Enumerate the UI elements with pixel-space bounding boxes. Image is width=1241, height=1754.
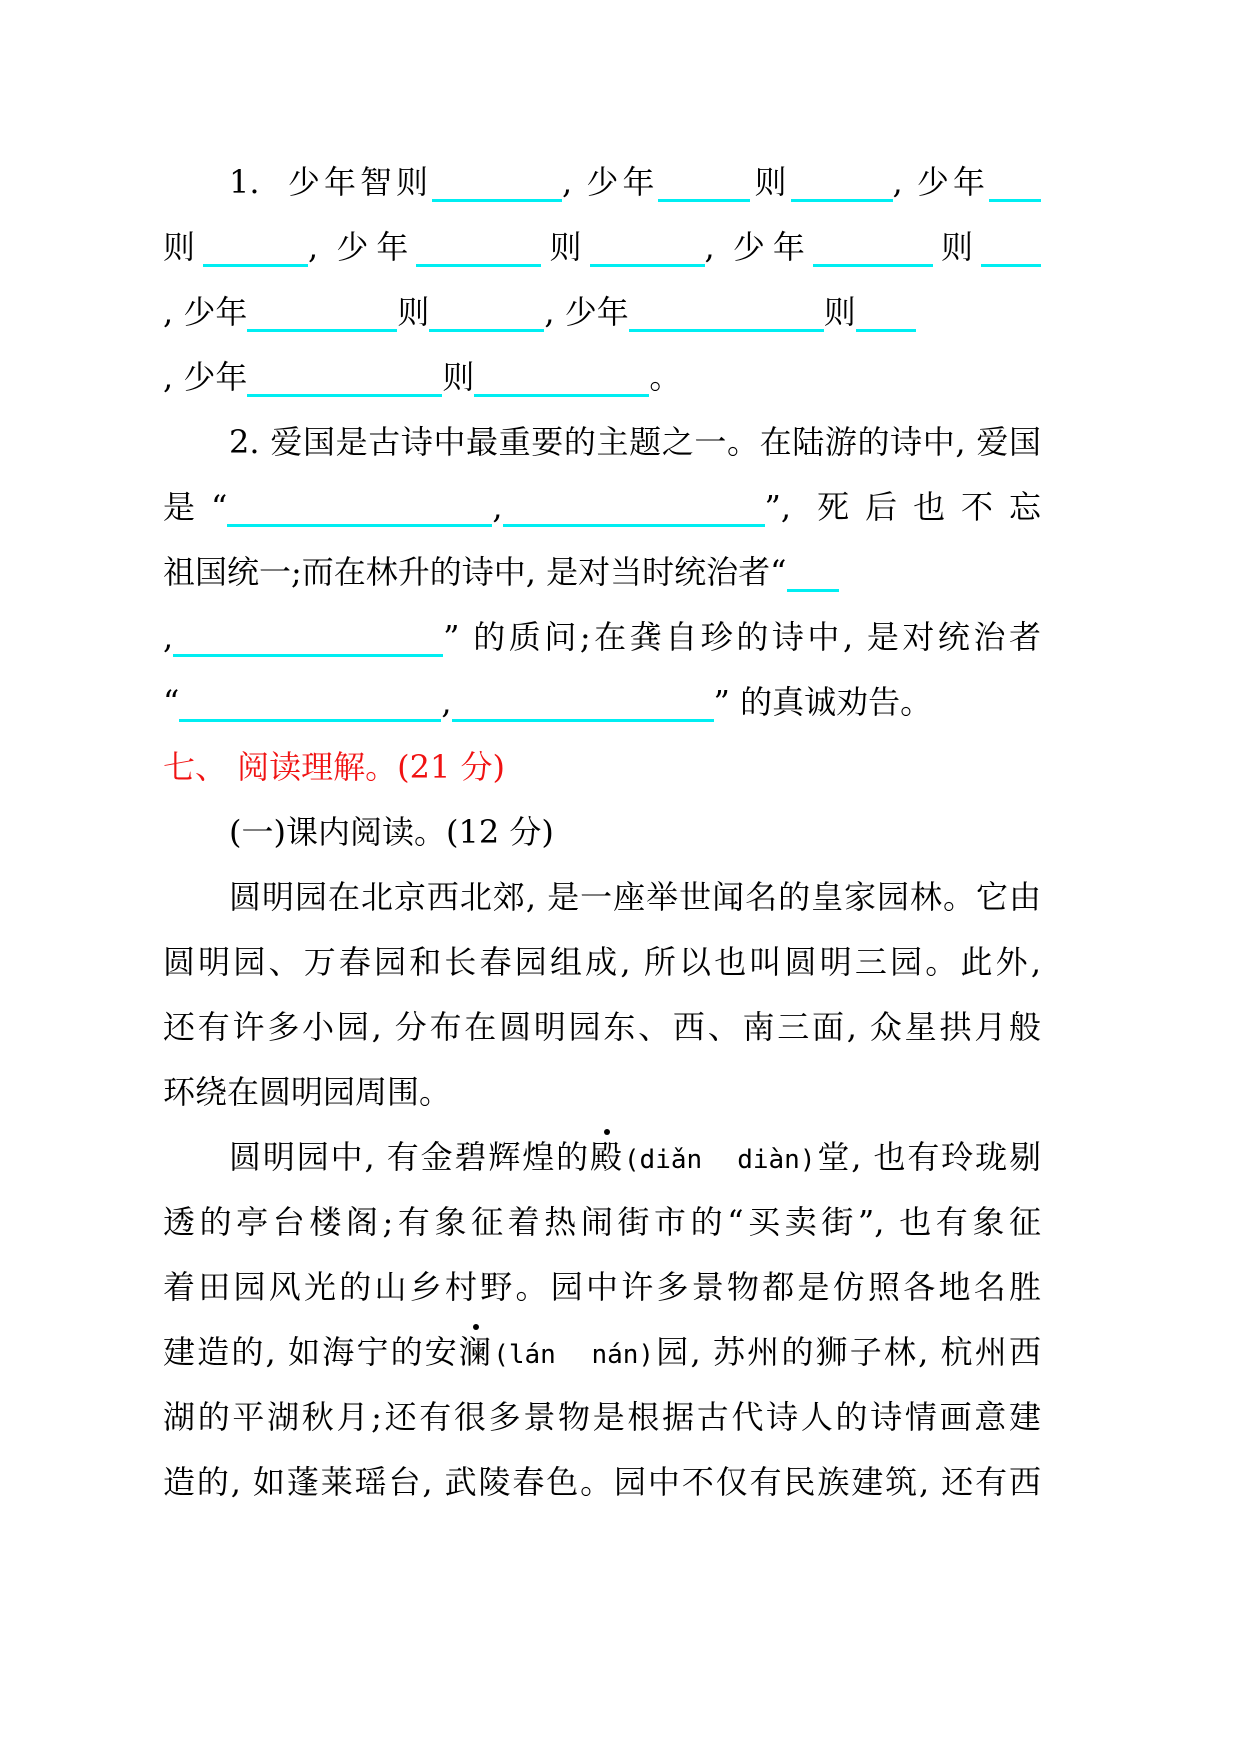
passage-p2-line-4 (163, 1320, 1041, 1385)
q2-line-3 (163, 540, 1041, 605)
text-run: 环绕在圆明园周围。 (163, 1073, 452, 1111)
answer-blank (813, 264, 933, 267)
answer-blank (856, 329, 916, 332)
text-run: 则 (750, 163, 791, 201)
text-run: 圆明园、万春园和长春园组成, 所以也叫圆明三园。此外, (163, 943, 1041, 981)
text-run: 则 (541, 228, 590, 266)
passage-p2-line-6 (163, 1450, 1041, 1515)
passage-p2-line-5 (163, 1385, 1041, 1450)
text-run: “ (163, 683, 180, 721)
emphasized-char: 澜 (459, 1333, 494, 1371)
q2-line-5 (163, 670, 1041, 735)
passage-p1-line-1 (163, 865, 1041, 930)
answer-blank (474, 394, 649, 397)
subsection-1-heading (163, 800, 1041, 865)
answer-blank (247, 329, 397, 332)
q1-line-3 (163, 280, 1041, 345)
answer-blank (590, 264, 705, 267)
text-run: ” 的真诚劝告。 (713, 683, 933, 721)
text-run: , 少年 (892, 163, 989, 201)
answer-blank (503, 524, 765, 527)
text-run: 圆明园在北京西北郊, 是一座举世闻名的皇家园林。它由 (229, 878, 1041, 916)
text-run: 。 (649, 358, 682, 396)
text-run: 1. 少年智则 (229, 163, 433, 201)
text-run: (一)课内阅读。(12 分) (229, 813, 554, 851)
section-7-heading (163, 735, 1041, 800)
text-run: 还有许多小园, 分布在圆明园东、西、南三面, 众星拱月般 (163, 1008, 1041, 1046)
text-run: 则 (442, 358, 475, 396)
answer-blank (432, 199, 562, 202)
text-run: 圆明园中, 有金碧辉煌的 (229, 1138, 590, 1176)
passage-p1-line-2 (163, 930, 1041, 995)
text-run: 着田园风光的山乡村野。园中许多景物都是仿照各地名胜 (163, 1268, 1041, 1306)
text-run: 2. 爱国是古诗中最重要的主题之一。在陆游的诗中, 爱国 (229, 423, 1041, 461)
text-run: 祖国统一;而在林升的诗中, 是对当时统治者“ (163, 553, 787, 591)
text-run: , 少年 (562, 163, 659, 201)
answer-blank (658, 199, 750, 202)
answer-blank (173, 654, 443, 657)
text-run: 造的, 如蓬莱瑶台, 武陵春色。园中不仅有民族建筑, 还有西 (163, 1463, 1041, 1501)
text-run: 则 (823, 293, 856, 331)
answer-blank (787, 589, 839, 592)
answer-blank (179, 719, 441, 722)
text-run: 是“ (163, 488, 228, 526)
passage-p2-line-2 (163, 1190, 1041, 1255)
answer-blank (429, 329, 544, 332)
q1-line-4 (163, 345, 1041, 410)
emphasized-char: 殿 (590, 1138, 624, 1176)
text-run: , 少年 (544, 293, 629, 331)
answer-blank (791, 199, 893, 202)
text-run: , 少年 (308, 228, 417, 266)
text-run: 则 (932, 228, 981, 266)
pinyin-annotation: (lán nán) (493, 1340, 655, 1370)
pinyin-annotation: (diǎn diàn) (623, 1145, 816, 1175)
text-run: , 少年 (704, 228, 813, 266)
passage-p1-line-4 (163, 1060, 1041, 1125)
text-run: 园, 苏州的狮子林, 杭州西 (654, 1333, 1041, 1371)
text-run: , 少年 (163, 358, 248, 396)
text-run: 建造的, 如海宁的安 (163, 1333, 459, 1371)
q2-line-4 (163, 605, 1041, 670)
text-run: , (441, 683, 452, 721)
text-run: 则 (163, 228, 204, 266)
answer-blank (629, 329, 824, 332)
answer-blank (416, 264, 541, 267)
text-run: 透的亭台楼阁;有象征着热闹街市的“买卖街”, 也有象征 (163, 1203, 1041, 1241)
answer-blank (981, 264, 1041, 267)
text-run: ” 的质问;在龚自珍的诗中, 是对统治者 (443, 618, 1041, 656)
q2-line-1 (163, 410, 1041, 475)
text-run: 堂, 也有玲珑剔 (815, 1138, 1041, 1176)
text-run: 七、 阅读理解。(21 分) (163, 748, 506, 786)
passage-p2-line-1 (163, 1125, 1041, 1190)
q1-line-1 (163, 150, 1041, 215)
passage-p2-line-3 (163, 1255, 1041, 1320)
answer-blank (227, 524, 492, 527)
q2-line-2 (163, 475, 1041, 540)
text-run: 则 (397, 293, 430, 331)
document-body (163, 150, 1041, 1515)
answer-blank (203, 264, 308, 267)
q1-line-2 (163, 215, 1041, 280)
passage-p1-line-3 (163, 995, 1041, 1060)
text-run: , 少年 (163, 293, 248, 331)
answer-blank (989, 199, 1041, 202)
answer-blank (452, 719, 714, 722)
text-run: , (492, 488, 503, 526)
text-run: ”, 死后也不忘 (764, 488, 1041, 526)
text-run: , (163, 618, 174, 656)
answer-blank (247, 394, 442, 397)
text-run: 湖的平湖秋月;还有很多景物是根据古代诗人的诗情画意建 (163, 1398, 1041, 1436)
